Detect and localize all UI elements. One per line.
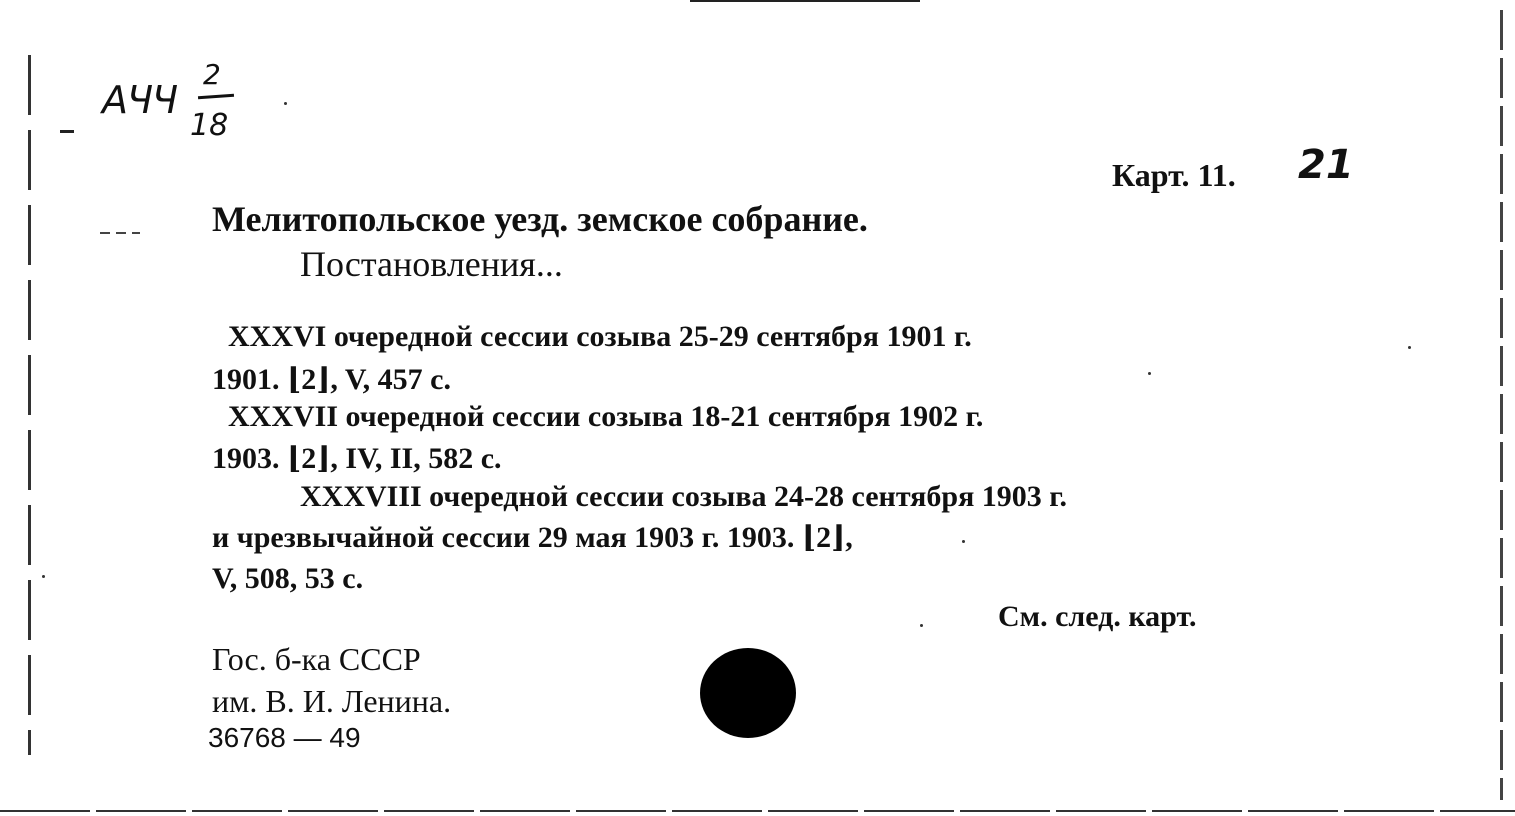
library-stamp-line-1: Гос. б-ка СССР — [212, 641, 421, 677]
entry-line: и чрезвычайной сессии 29 мая 1903 г. 1903. ⌊2⌋, — [212, 521, 853, 554]
handwritten-card-number: 21 — [1298, 142, 1354, 188]
punch-hole — [700, 648, 796, 738]
scan-speck — [920, 624, 923, 627]
scan-edge-right — [1500, 10, 1503, 800]
library-stamp-line-3: 36768 — 49 — [208, 722, 361, 753]
handwritten-fraction-bottom: 18 — [190, 108, 229, 143]
entry-line: 1903. ⌊2⌋, IV, II, 582 с. — [212, 442, 502, 475]
margin-dash — [60, 130, 74, 133]
scan-speck — [284, 102, 287, 105]
margin-dash-2 — [100, 232, 140, 234]
handwritten-shelf-mark: АЧЧ — [102, 78, 178, 122]
handwritten-fraction-top: 2 — [203, 58, 221, 91]
scan-speck — [1408, 346, 1411, 349]
scan-edge-left — [28, 55, 31, 755]
card-number-label: Карт. 11. — [1112, 157, 1236, 193]
scan-speck — [42, 575, 45, 578]
entry-line: XXXVI очередной сессии созыва 25-29 сентября 1901 г. — [228, 320, 972, 353]
handwritten-fraction-line — [198, 94, 234, 100]
scan-edge-bottom — [0, 810, 1515, 812]
entry-line: XXXVII очередной сессии созыва 18-21 сентября 1902 г. — [228, 400, 984, 433]
card-title: Мелитопольское уезд. земское собрание. — [212, 199, 868, 239]
scan-speck — [1148, 372, 1151, 375]
scan-speck — [962, 540, 965, 543]
entry-line: V, 508, 53 с. — [212, 562, 364, 595]
card-subtitle: Постановления... — [300, 244, 563, 284]
entry-line: 1901. ⌊2⌋, V, 457 с. — [212, 363, 451, 396]
entry-line: XXXVIII очередной сессии созыва 24-28 сентября 1903 г. — [300, 480, 1068, 513]
library-stamp-line-2: им. В. И. Ленина. — [212, 683, 452, 719]
scan-edge-top — [690, 0, 920, 2]
see-next-card-note: См. след. карт. — [998, 600, 1197, 633]
